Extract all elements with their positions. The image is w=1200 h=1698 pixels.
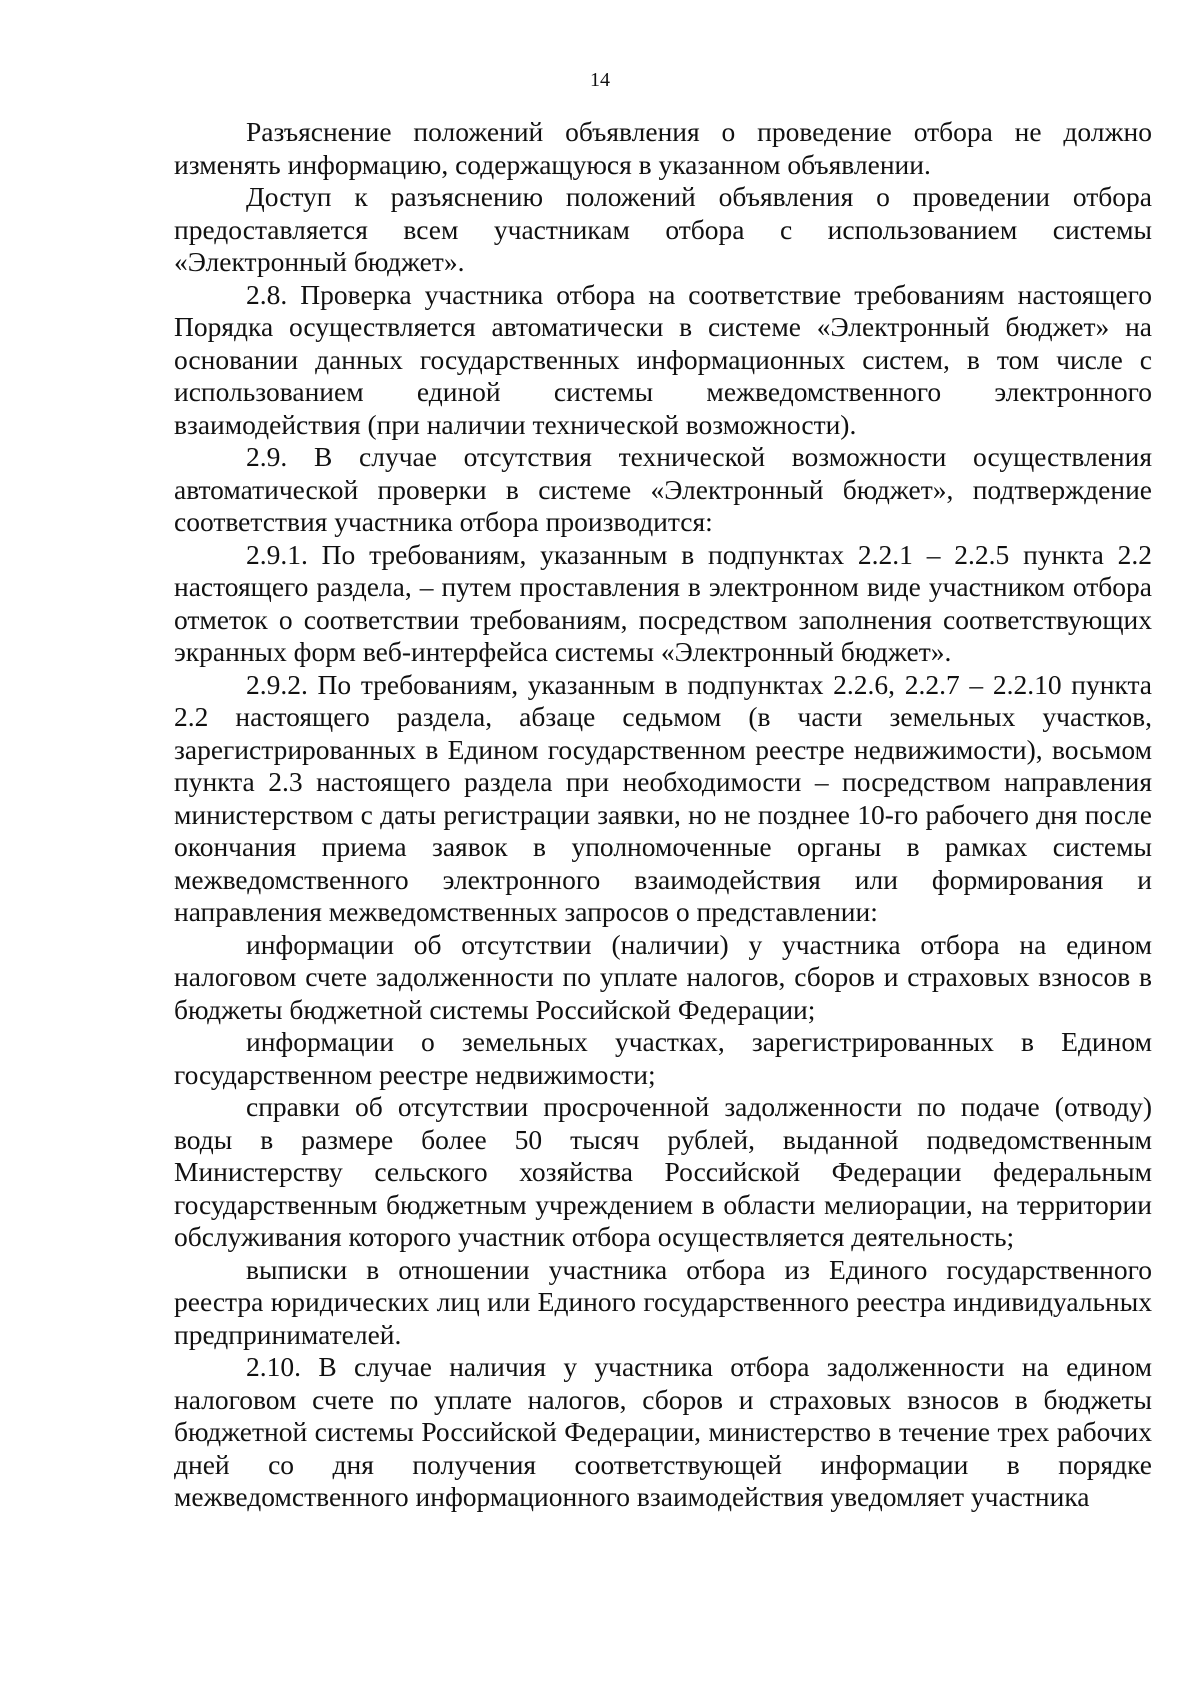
- paragraph-2-9: 2.9. В случае отсутствия технической возможности осуществления автоматической проверки в системе «Электронный бюджет», подтверждение соответствия участника отбора производится:: [174, 441, 1152, 537]
- paragraph-2-8: 2.8. Проверка участника отбора на соответствие требованиям настоящего Порядка осуществляется автоматически в системе «Электронный бюджет» на основании данных государственных информационных систем, в том числе с использованием единой системы межведомственного электронного взаимодействия (при наличии технической возможности).: [174, 278, 1152, 440]
- page-number: 14: [590, 69, 610, 91]
- list-item-tax-debt-info: информации об отсутствии (наличии) у участника отбора на едином налоговом счете задолженности по уплате налогов, сборов и страховых взносов в бюджеты бюджетной системы Российской Федерации;: [174, 928, 1152, 1025]
- paragraph-2-9-2: 2.9.2. По требованиям, указанным в подпунктах 2.2.6, 2.2.7 – 2.2.10 пункта 2.2 настоящего раздела, абзаце седьмом (в части земельных участков, зарегистрированных в Едином государственном реестре недвижимости), восьмом пункта 2.3 настоящего раздела при необходимости – посредством направления министерством с даты регистрации заявки, но не позднее 10-го рабочего дня после окончания приема заявок в уполномоченные органы в рамках системы межведомственного электронного взаимодействия или формирования и направления межведомственных запросов о представлении:: [174, 668, 1152, 927]
- list-item-water-debt-certificate: справки об отсутствии просроченной задолженности по подаче (отводу) воды в размере более 50 тысяч рублей, выданной подведомственным Министерству сельского хозяйства Российской Федерации федеральным государственным бюджетным учреждением в области мелиорации, на территории обслуживания которого участник отбора осуществляется деятельность;: [174, 1091, 1152, 1252]
- document-body: [174, 116, 1152, 1514]
- list-item-land-plots-info: информации о земельных участках, зарегистрированных в Едином государственном реестре недвижимости;: [174, 1026, 1152, 1090]
- list-item-registry-extract: выписки в отношении участника отбора из Единого государственного реестра юридических лиц или Единого государственного реестра индивидуальных предпринимателей.: [174, 1253, 1152, 1350]
- paragraph-2-10: 2.10. В случае наличия у участника отбора задолженности на едином налоговом счете по уплате налогов, сборов и страховых взносов в бюджеты бюджетной системы Российской Федерации, министерство в течение трех рабочих дней со дня получения соответствующей информации в порядке межведомственного информационного взаимодействия уведомляет участника: [174, 1351, 1152, 1512]
- paragraph-clarification-change: Разъяснение положений объявления о проведение отбора не должно изменять информацию, содержащуюся в указанном объявлении.: [174, 116, 1152, 180]
- paragraph-2-9-1: 2.9.1. По требованиям, указанным в подпунктах 2.2.1 – 2.2.5 пункта 2.2 настоящего раздела, – путем проставления в электронном виде участником отбора отметок о соответствии требованиям, посредством заполнения соответствующих экранных форм веб-интерфейса системы «Электронный бюджет».: [174, 538, 1152, 667]
- paragraph-clarification-access: Доступ к разъяснению положений объявления о проведении отбора предоставляется всем участникам отбора с использованием системы «Электронный бюджет».: [174, 181, 1152, 277]
